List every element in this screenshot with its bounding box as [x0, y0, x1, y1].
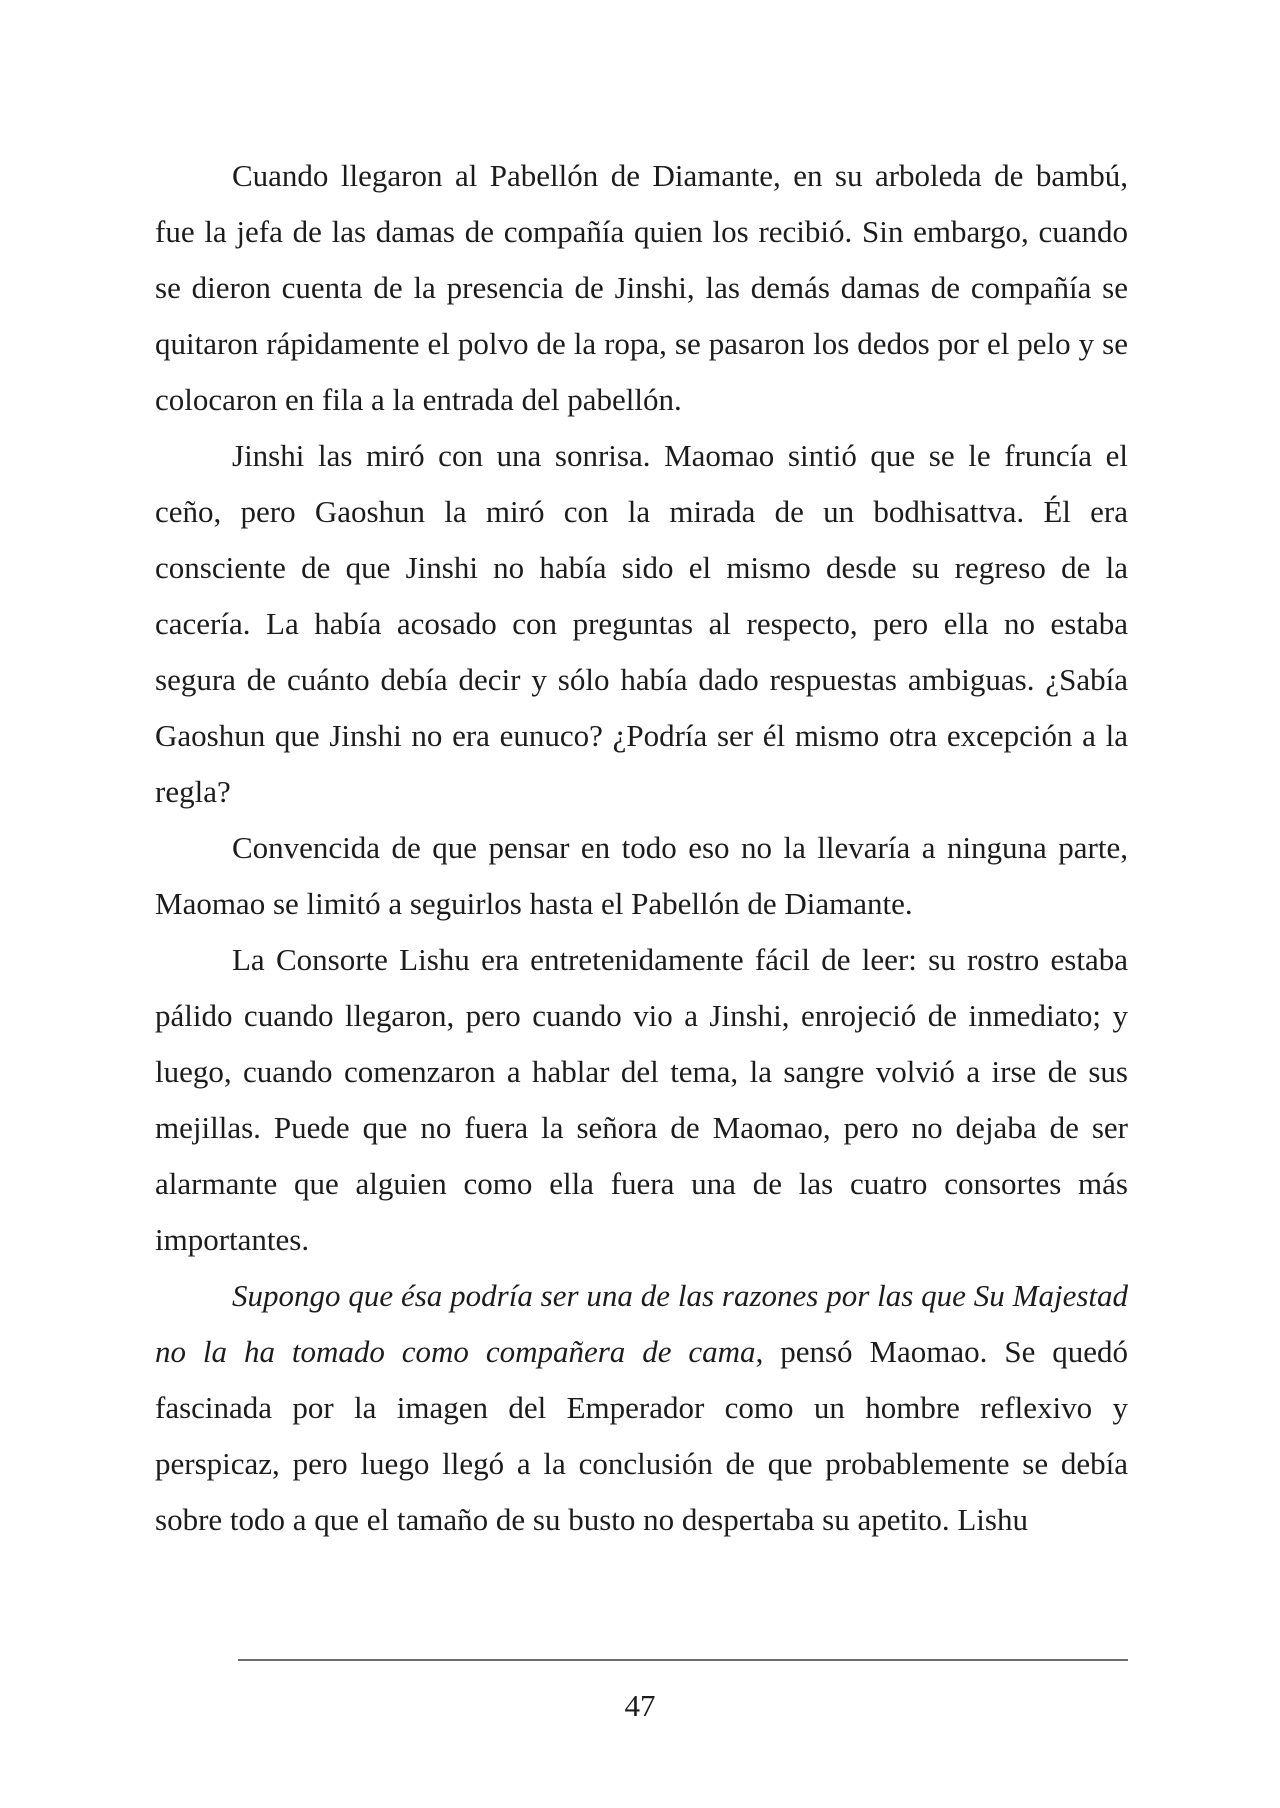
footer-divider	[238, 1659, 1128, 1661]
paragraph: Convencida de que pensar en todo eso no la llevaría a ninguna parte, Maomao se limitó a seguirlos hasta el Pabellón de Diamante.	[155, 830, 1128, 921]
paragraph: La Consorte Lishu era entretenidamente fácil de leer: su rostro estaba pálido cuando llegaron, pero cuando vio a Jinshi, enrojeció de inmediato; y luego, cuando comenzaron a hablar del tema, la sangre volvió a irse de sus mejillas. Puede que no fuera la señora de Maomao, pero no dejaba de ser alarmante que alguien como ella fuera una de las cuatro consortes más importantes.	[155, 942, 1128, 1257]
paragraph: Cuando llegaron al Pabellón de Diamante, en su arboleda de bambú, fue la jefa de las damas de compañía quien los recibió. Sin embargo, cuando se dieron cuenta de la presencia de Jinshi, las demás damas de compañía se quitaron rápidamente el polvo de la ropa, se pasaron los dedos por el pelo y se colocaron en fila a la entrada del pabellón.	[155, 158, 1128, 417]
paragraph: Jinshi las miró con una sonrisa. Maomao sintió que se le fruncía el ceño, pero Gaoshun la miró con la mirada de un bodhisattva. Él era consciente de que Jinshi no había sido el mismo desde su regreso de la cacería. La había acosado con preguntas al respecto, pero ella no estaba segura de cuánto debía decir y sólo había dado respuestas ambiguas. ¿Sabía Gaoshun que Jinshi no era eunuco? ¿Podría ser él mismo otra excepción a la regla?	[155, 438, 1128, 809]
page-body	[155, 148, 1128, 1548]
page-number: 47	[624, 1688, 656, 1723]
paragraph	[155, 1268, 1128, 1548]
paragraph-text: , pensó Maomao. Se quedó fascinada por la imagen del Emperador como un hombre reflexivo y perspicaz, pero luego llegó a la conclusión de que probablemente se debía sobre todo a que el tamaño de su busto no despertaba su apetito. Lishu	[155, 1334, 1129, 1537]
italic-thought: Supongo que ésa podría ser una de las razones por las que Su Majestad no la ha tomado como compañera de cama	[155, 1278, 1128, 1369]
